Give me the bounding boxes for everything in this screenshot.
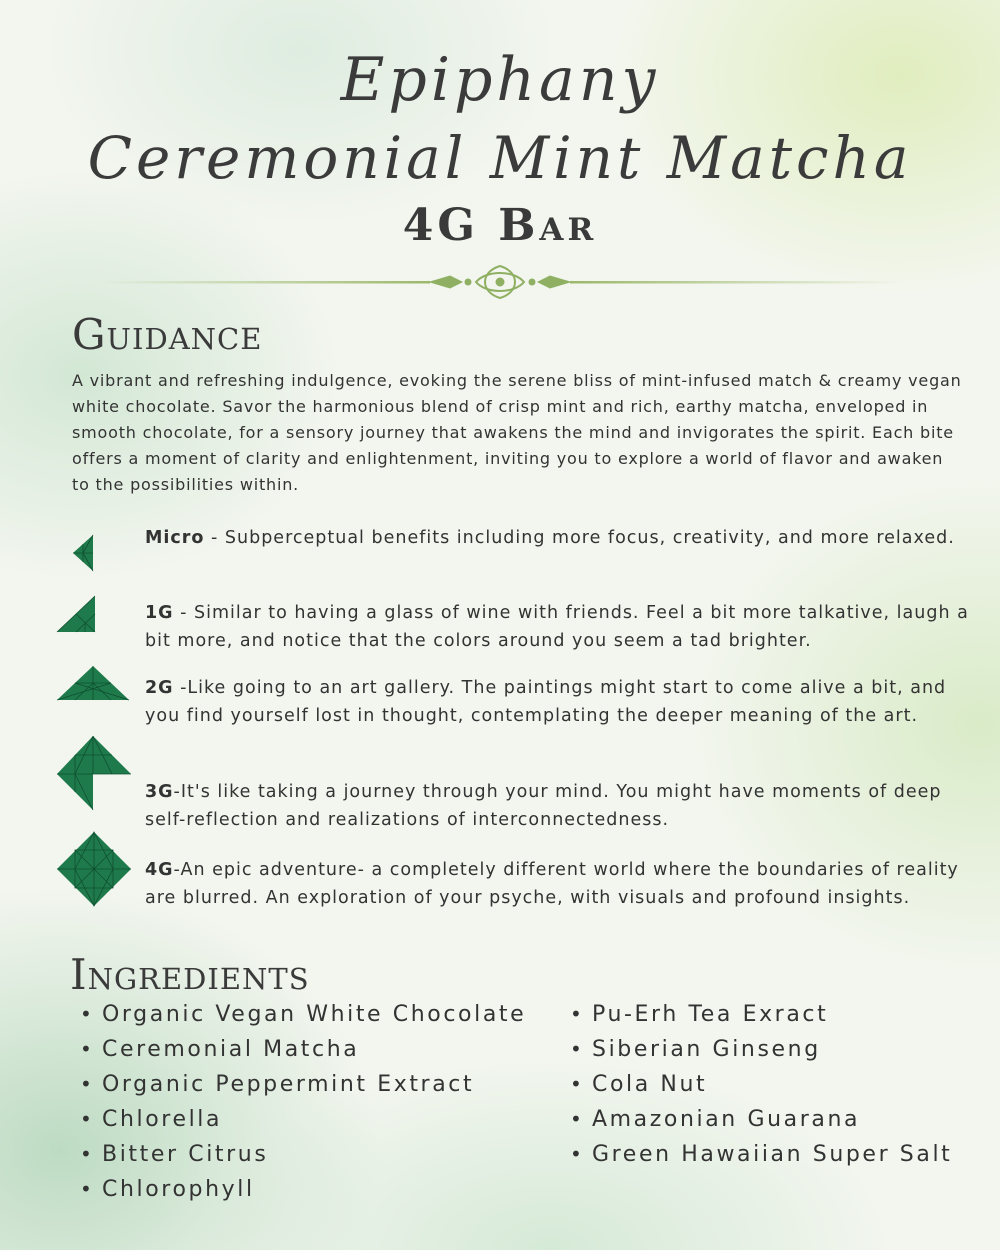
list-item: • Cola Nut: [570, 1067, 952, 1102]
list-item: • Bitter Citrus: [80, 1137, 526, 1172]
list-item: • Chlorophyll: [80, 1172, 526, 1207]
ornament-divider: [100, 262, 900, 302]
guidance-intro: A vibrant and refreshing indulgence, evoking the serene bliss of mint-infused match & creamy vegan white chocolate. Savor the harmonious blend of crisp mint and rich, earthy matcha, enveloped in smooth chocolate, for a sensory journey that awakens the mind and invigorates the spirit. Each bite offers a moment of clarity and enlightenment, inviting you to explore a world of flavor and awaken to the possibilities within.: [72, 371, 962, 494]
guidance-heading: Guidance: [72, 310, 263, 359]
list-item: • Organic Vegan White Chocolate: [80, 997, 526, 1032]
dose-1g: [145, 599, 975, 655]
ingredients-list-right: [570, 997, 952, 1172]
ingredients-list-left: [80, 997, 526, 1207]
half-diamond-icon: [55, 664, 131, 702]
three-quarter-diamond-icon: [55, 734, 133, 812]
list-item: • Ceremonial Matcha: [80, 1032, 526, 1067]
dose-3g: [145, 778, 975, 834]
left-triangle-icon: [55, 532, 99, 574]
dose-text: - Subperceptual benefits including more focus, creativity, and more relaxed.: [204, 528, 955, 548]
dose-text: -An epic adventure- a completely different world where the boundaries of reality are blurred. An exploration of your psyche, with visuals and profound insights.: [145, 860, 959, 908]
dose-micro: [145, 524, 975, 552]
dose-label: 4G: [145, 860, 174, 880]
list-item: • Amazonian Guarana: [570, 1102, 952, 1137]
dose-label: Micro: [145, 528, 205, 548]
list-item: • Green Hawaiian Super Salt: [570, 1137, 952, 1172]
full-diamond-icon: [55, 830, 133, 908]
corner-triangle-icon: [55, 594, 99, 634]
dose-text: - Similar to having a glass of wine with friends. Feel a bit more talkative, laugh a bit more, and notice that the colors around you seem a tad brighter.: [145, 603, 969, 651]
title-line-1: Epiphany: [340, 45, 660, 115]
subtitle: 4G Bar: [402, 200, 598, 251]
dose-2g: [145, 674, 975, 730]
dose-label: 2G: [145, 678, 174, 698]
dose-text: -It's like taking a journey through your mind. You might have moments of deep self-reflection and realizations of interconnectedness.: [145, 782, 942, 830]
dose-text: -Like going to an art gallery. The paintings might start to come alive a bit, and you find yourself lost in thought, contemplating the deeper meaning of the art.: [145, 678, 947, 726]
list-item: • Pu-Erh Tea Exract: [570, 997, 952, 1032]
list-item: • Organic Peppermint Extract: [80, 1067, 526, 1102]
list-item: • Siberian Ginseng: [570, 1032, 952, 1067]
dose-4g: [145, 856, 975, 912]
dose-label: 1G: [145, 603, 174, 623]
list-item: • Chlorella: [80, 1102, 526, 1137]
dose-label: 3G: [145, 782, 174, 802]
title-line-2: Ceremonial Mint Matcha: [87, 124, 913, 192]
ingredients-heading: Ingredients: [70, 950, 310, 999]
